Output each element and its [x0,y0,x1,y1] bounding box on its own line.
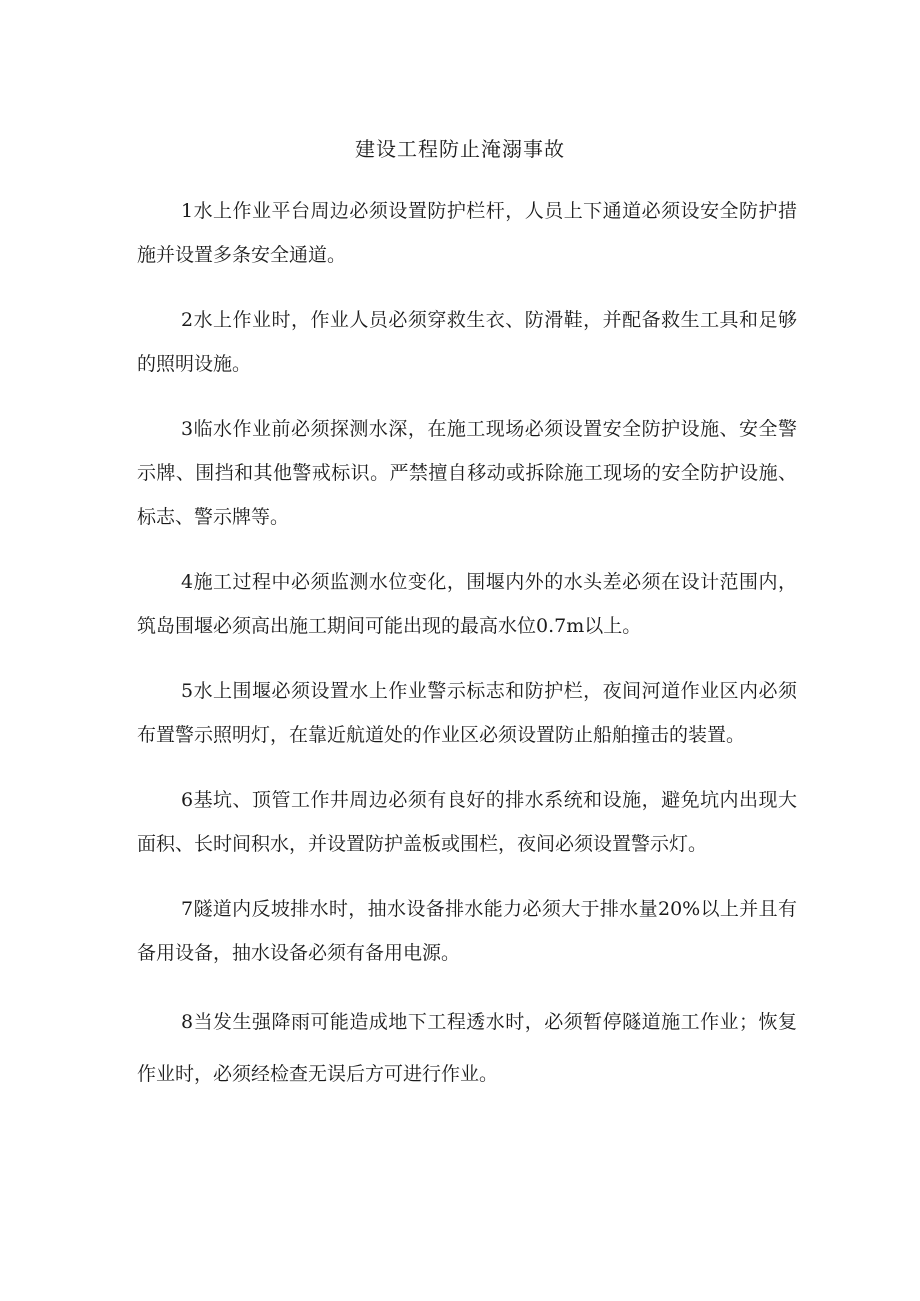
document-body [137,189,797,1121]
paragraph-7: 7隧道内反坡排水时，抽水设备排水能力必须大于排水量20%以上并且有备用设备，抽水设备必须有备用电源。 [137,898,797,964]
paragraph-5: 5水上围堰必须设置水上作业警示标志和防护栏，夜间河道作业区内必须布置警示照明灯，在靠近航道处的作业区必须设置防止船舶撞击的装置。 [137,680,797,746]
paragraph-8: 8当发生强降雨可能造成地下工程透水时，必须暂停隧道施工作业；恢复作业时，必须经检查无误后方可进行作业。 [137,1011,797,1085]
paragraph-4: 4施工过程中必须监测水位变化，围堰内外的水头差必须在设计范围内，筑岛围堰必须高出施工期间可能出现的最高水位0.7m以上。 [137,571,797,637]
paragraph-3: 3临水作业前必须探测水深，在施工现场必须设置安全防护设施、安全警示牌、围挡和其他警戒标识。严禁擅自移动或拆除施工现场的安全防护设施、标志、警示牌等。 [137,418,797,528]
paragraph-6: 6基坑、顶管工作井周边必须有良好的排水系统和设施，避免坑内出现大面积、长时间积水，并设置防护盖板或围栏，夜间必须设置警示灯。 [137,789,797,855]
paragraph-2: 2水上作业时，作业人员必须穿救生衣、防滑鞋，并配备救生工具和足够的照明设施。 [137,309,797,375]
document-title: 建设工程防止淹溺事故 [355,137,565,161]
paragraph-1: 1水上作业平台周边必须设置防护栏杆，人员上下通道必须设安全防护措施并设置多条安全通道。 [137,200,797,266]
